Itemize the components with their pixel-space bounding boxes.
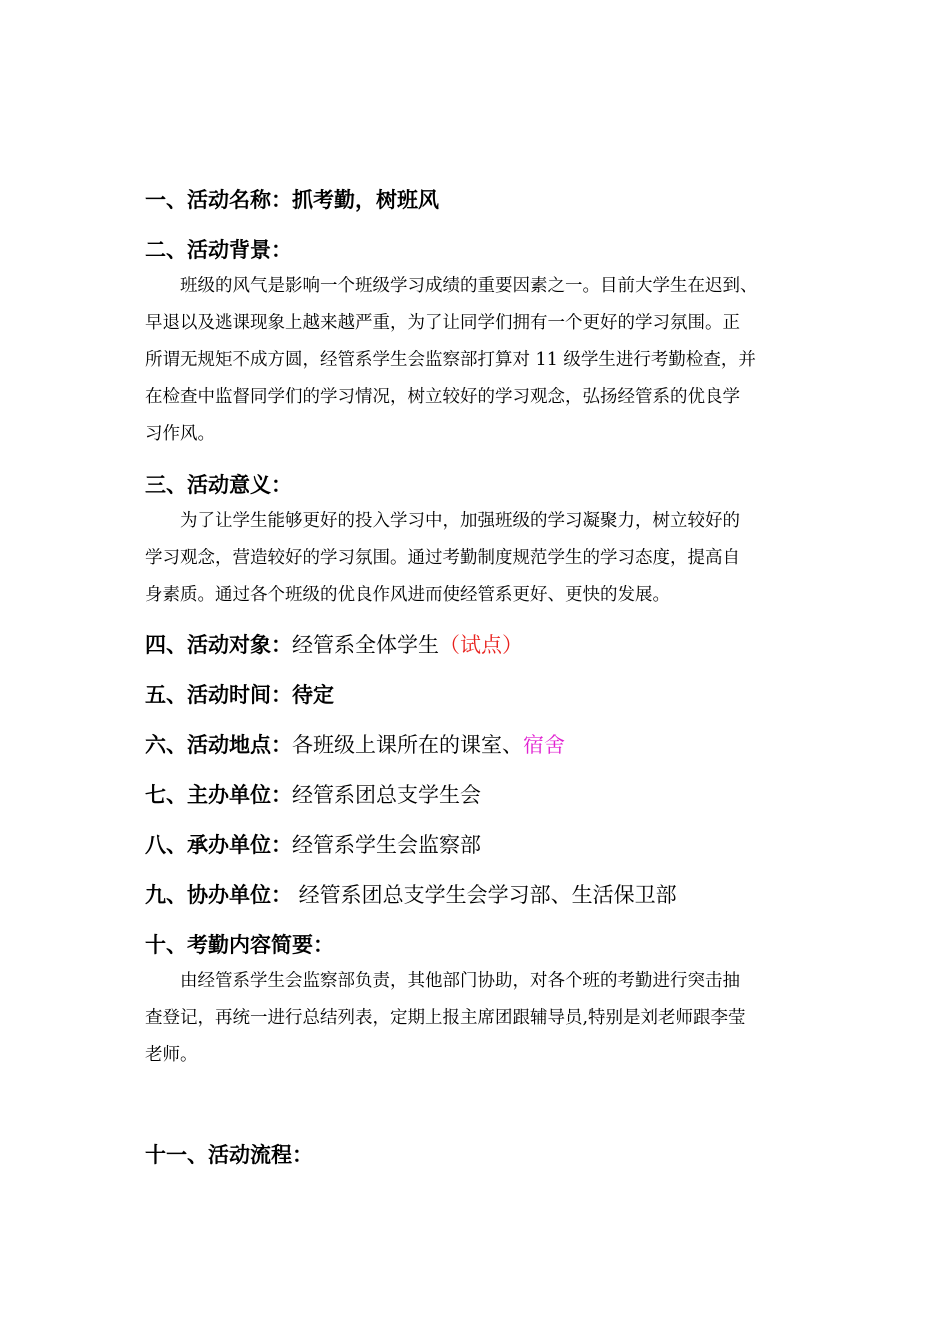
section-background-body — [145, 268, 835, 453]
section-value: 抓考勤，树班风 — [292, 188, 439, 212]
section-label: 六、活动地点： — [145, 733, 292, 757]
section-attendance-summary-body — [145, 963, 835, 1074]
section-value: 经管系学生会监察部 — [292, 833, 481, 857]
section-co-organizer — [145, 880, 677, 910]
section-label: 一、活动名称： — [145, 188, 292, 212]
section-time — [145, 680, 334, 710]
section-significance-body — [145, 503, 835, 614]
section-value: 各班级上课所在的课室、 — [292, 733, 523, 757]
section-label: 四、活动对象： — [145, 633, 292, 657]
paragraph-line: 老师。 — [145, 1045, 198, 1065]
section-label: 二、活动背景： — [145, 238, 292, 262]
paragraph-line: 在检查中监督同学们的学习情况，树立较好的学习观念，弘扬经管系的优良学 — [145, 387, 740, 407]
section-undertaker — [145, 830, 481, 860]
section-label: 十一、活动流程： — [145, 1143, 313, 1167]
paragraph-line: 所谓无规矩不成方圆，经管系学生会监察部打算对 11 级学生进行考勤检查，并 — [145, 350, 756, 370]
paragraph-line: 班级的风气是影响一个班级学习成绩的重要因素之一。目前大学生在迟到、 — [145, 276, 758, 296]
paragraph-line: 查登记，再统一进行总结列表，定期上报主席团跟辅导员,特别是刘老师跟李莹 — [145, 1008, 746, 1028]
section-location — [145, 730, 565, 760]
section-activity-name — [145, 185, 439, 215]
section-label: 七、主办单位： — [145, 783, 292, 807]
paragraph-line: 身素质。通过各个班级的优良作风进而使经管系更好、更快的发展。 — [145, 585, 670, 605]
section-value: 经管系全体学生 — [292, 633, 439, 657]
section-value: 经管系团总支学生会学习部、生活保卫部 — [292, 883, 677, 907]
section-label: 三、活动意义： — [145, 473, 292, 497]
section-label: 九、协办单位： — [145, 883, 292, 907]
section-label: 八、承办单位： — [145, 833, 292, 857]
paragraph-line: 由经管系学生会监察部负责，其他部门协助，对各个班的考勤进行突击抽 — [145, 971, 740, 991]
section-note: （试点） — [439, 633, 523, 657]
section-background-heading — [145, 235, 292, 265]
section-attendance-summary-heading — [145, 930, 334, 960]
paragraph-line: 学习观念，营造较好的学习氛围。通过考勤制度规范学生的学习态度，提高自 — [145, 548, 740, 568]
section-significance-heading — [145, 470, 292, 500]
paragraph-line: 为了让学生能够更好的投入学习中，加强班级的学习凝聚力，树立较好的 — [145, 511, 740, 531]
section-organizer — [145, 780, 481, 810]
section-value: 待定 — [292, 683, 334, 707]
section-note: 宿舍 — [523, 733, 565, 757]
section-value: 经管系团总支学生会 — [292, 783, 481, 807]
paragraph-line: 早退以及逃课现象上越来越严重，为了让同学们拥有一个更好的学习氛围。正 — [145, 313, 740, 333]
section-process-heading — [145, 1140, 313, 1170]
section-target — [145, 630, 523, 660]
section-label: 十、考勤内容简要： — [145, 933, 334, 957]
paragraph-line: 习作风。 — [145, 424, 215, 444]
section-label: 五、活动时间： — [145, 683, 292, 707]
